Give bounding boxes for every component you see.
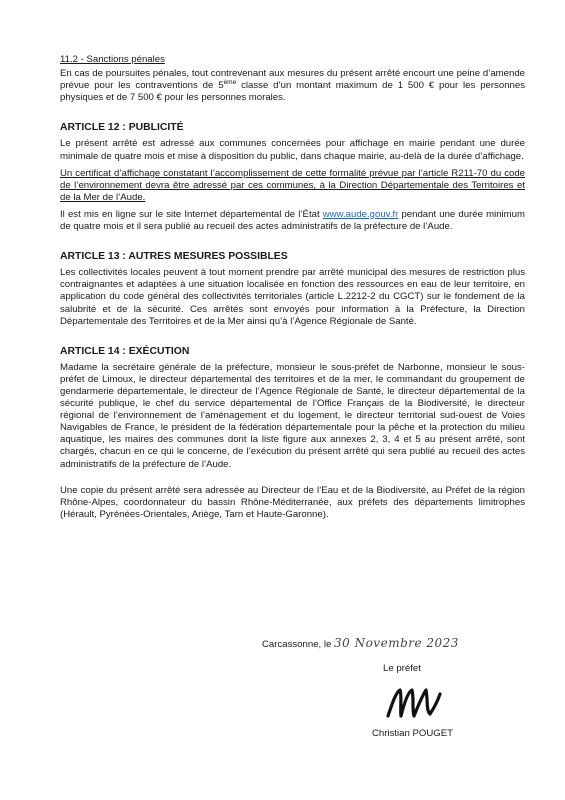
article-12-paragraph-1: Le présent arrêté est adressé aux communes concernées pour affichage en mairie pendant une durée minimale de quatre mois et mise à disposition du public, dans chaque mairie, au-delà de la durée d’affichage. xyxy=(60,138,525,162)
signatory-name: Christian POUGET xyxy=(372,728,454,739)
article-14-paragraph-1: Madame la secrétaire générale de la préfecture, monsieur le sous-préfet de Narbonne, monsieur le sous-préfet de Limoux, le directeur départemental des territoires et de la mer, le commandant du groupement de gendarmerie départementale, le directeur de l’Agence Régionale de Santé, le directeur départemental de la sécurité publique, le chef du service départemental de l’Office Français de la Biodiversité, le directeur régional de l’environnement de l’aménagement et du logement, le directeur territorial sud-ouest de Voies Navigables de France, le président de la fédération départementale pour la pêche et la protection du milieu aquatique, les maires des communes dont la liste figure aux annexes 2, 3, 4 et 5 au présent arrêté, sont chargés, chacun en ce qui le concerne, de l’exécution du présent arrêté qui sera publié au recueil des actes administratifs de la préfecture de l’Aude. xyxy=(60,361,525,470)
document-body xyxy=(60,54,525,521)
aude-gouv-link[interactable]: www.aude.gouv.fr xyxy=(322,208,399,220)
handwritten-date: 30 Novembre 2023 xyxy=(334,636,459,650)
section-title-11-2: 11.2 - Sanctions pénales xyxy=(60,54,165,65)
section-11-2-text: En cas de poursuites pénales, tout contrevenant aux mesures du présent arrêté encourt une peine d’amende prévue pour les contraventions de 5ème classe d’un montant maximum de 1 500 € pour les personnes physiques et de 7 500 € pour les personnes morales. xyxy=(60,68,525,104)
signature-place-date xyxy=(262,636,459,650)
article-14-paragraph-2: Une copie du présent arrêté sera adressée au Directeur de l’Eau et de la Biodiversité, au Préfet de la région Rhône-Alpes, coordonnateur du bassin Rhône-Méditerranée, aux préfets des départements limitrophes (Hérault, Pyrénées-Orientales, Ariège, Tarn et Haute-Garonne). xyxy=(60,484,525,520)
article-12-paragraph-2: Un certificat d’affichage constatant l’accomplissement de cette formalité prévue par l’article R211-70 du code de l’environnement devra être adressé par ces communes, à la Direction Départementale des Territoires et de la Mer de l’Aude. xyxy=(60,167,525,203)
article-14-title: ARTICLE 14 : EXÉCUTION xyxy=(60,345,190,357)
article-12-paragraph-3: Il est mis en ligne sur le site Internet départemental de l’État www.aude.gouv.fr pendant une durée minimum de quatre mois et il sera publié au recueil des actes administratifs de la préfecture de l’Aude. xyxy=(60,208,525,233)
signature-mark xyxy=(384,682,444,724)
signature-place: Carcassonne, le xyxy=(262,639,332,650)
superscript-eme: ème xyxy=(223,79,237,86)
article-13-title: ARTICLE 13 : AUTRES MESURES POSSIBLES xyxy=(60,251,288,263)
signatory-title: Le préfet xyxy=(383,663,421,674)
article-13-paragraph-1: Les collectivités locales peuvent à tout moment prendre par arrêté municipal des mesures de restriction plus contraignantes et adaptées à une situation localisée en fonction des ressources en eau de leur territoire, en application du code général des collectivités territoriales (article L.2212-2 du CGCT) sur le fondement de la salubrité et de la sécurité. Ces arrêtés sont envoyés pour information à la Préfecture, la Direction Départementale des Territoires et de la Mer ainsi qu’à l’Agence Régionale de Santé. xyxy=(60,267,525,327)
article-12-title: ARTICLE 12 : PUBLICITÉ xyxy=(60,122,184,134)
